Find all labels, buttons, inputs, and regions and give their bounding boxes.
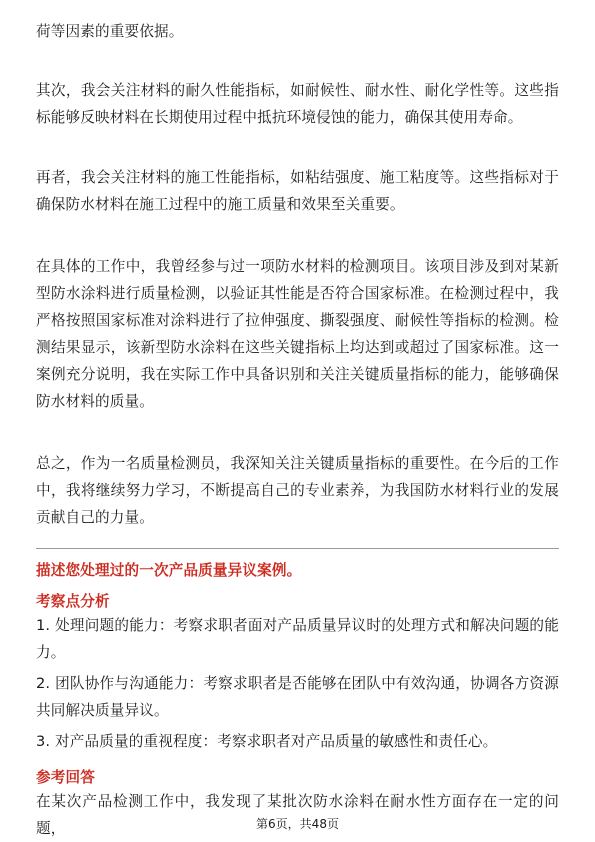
answer-heading: 参考回答 xyxy=(36,769,95,786)
answer-heading-block xyxy=(36,764,559,791)
paragraph-continuation xyxy=(36,18,559,45)
analysis-item: 2. 团队协作与沟通能力：考察求职者是否能够在团队中有效沟通，协调各方资源共同解决质量异议。 xyxy=(36,675,559,719)
body-paragraph: 总之，作为一名质量检测员，我深知关注关键质量指标的重要性。在今后的工作中，我将继续努力学习，不断提高自己的专业素养，为我国防水材料行业的发展贡献自己的力量。 xyxy=(36,455,559,526)
paragraph-summary xyxy=(36,450,559,531)
body-paragraph: 荷等因素的重要依据。 xyxy=(36,23,184,40)
analysis-heading: 考察点分析 xyxy=(36,593,110,610)
page-number: 第6页，共48页 xyxy=(256,817,339,831)
analysis-item: 1. 处理问题的能力：考察求职者面对产品质量异议时的处理方式和解决问题的能力。 xyxy=(36,617,559,661)
analysis-heading-block xyxy=(36,588,559,615)
paragraph-case xyxy=(36,253,559,415)
body-paragraph: 在具体的工作中，我曾经参与过一项防水材料的检测项目。该项目涉及到对某新型防水涂料进行质量检测，以验证其性能是否符合国家标准。在检测过程中，我严格按照国家标准对涂料进行了拉伸强度、撕裂强度、耐候性等指标的检测。检测结果显示，该新型防水涂料在这些关键指标上均达到或超过了国家标准。这一案例充分说明，我在实际工作中具备识别和关注关键质量指标的能力，能够确保防水材料的质量。 xyxy=(36,258,559,410)
question-title: 描述您处理过的一次产品质量异议案例。 xyxy=(36,562,302,579)
analysis-list xyxy=(36,612,559,755)
section-divider xyxy=(36,548,559,549)
body-paragraph: 其次，我会关注材料的耐久性能指标，如耐候性、耐水性、耐化学性等。这些指标能够反映材料在长期使用过程中抵抗环境侵蚀的能力，确保其使用寿命。 xyxy=(36,82,559,126)
analysis-item: 3. 对产品质量的重视程度：考察求职者对产品质量的敏感性和责任心。 xyxy=(36,733,498,750)
paragraph-construction xyxy=(36,164,559,218)
answer-text: 在某次产品检测工作中，我发现了某批次防水涂料在耐水性方面存在一定的问题， xyxy=(36,793,559,837)
body-paragraph: 再者，我会关注材料的施工性能指标，如粘结强度、施工粘度等。这些指标对于确保防水材料在施工过程中的施工质量和效果至关重要。 xyxy=(36,169,559,213)
paragraph-durability xyxy=(36,77,559,131)
question-block xyxy=(36,557,559,584)
